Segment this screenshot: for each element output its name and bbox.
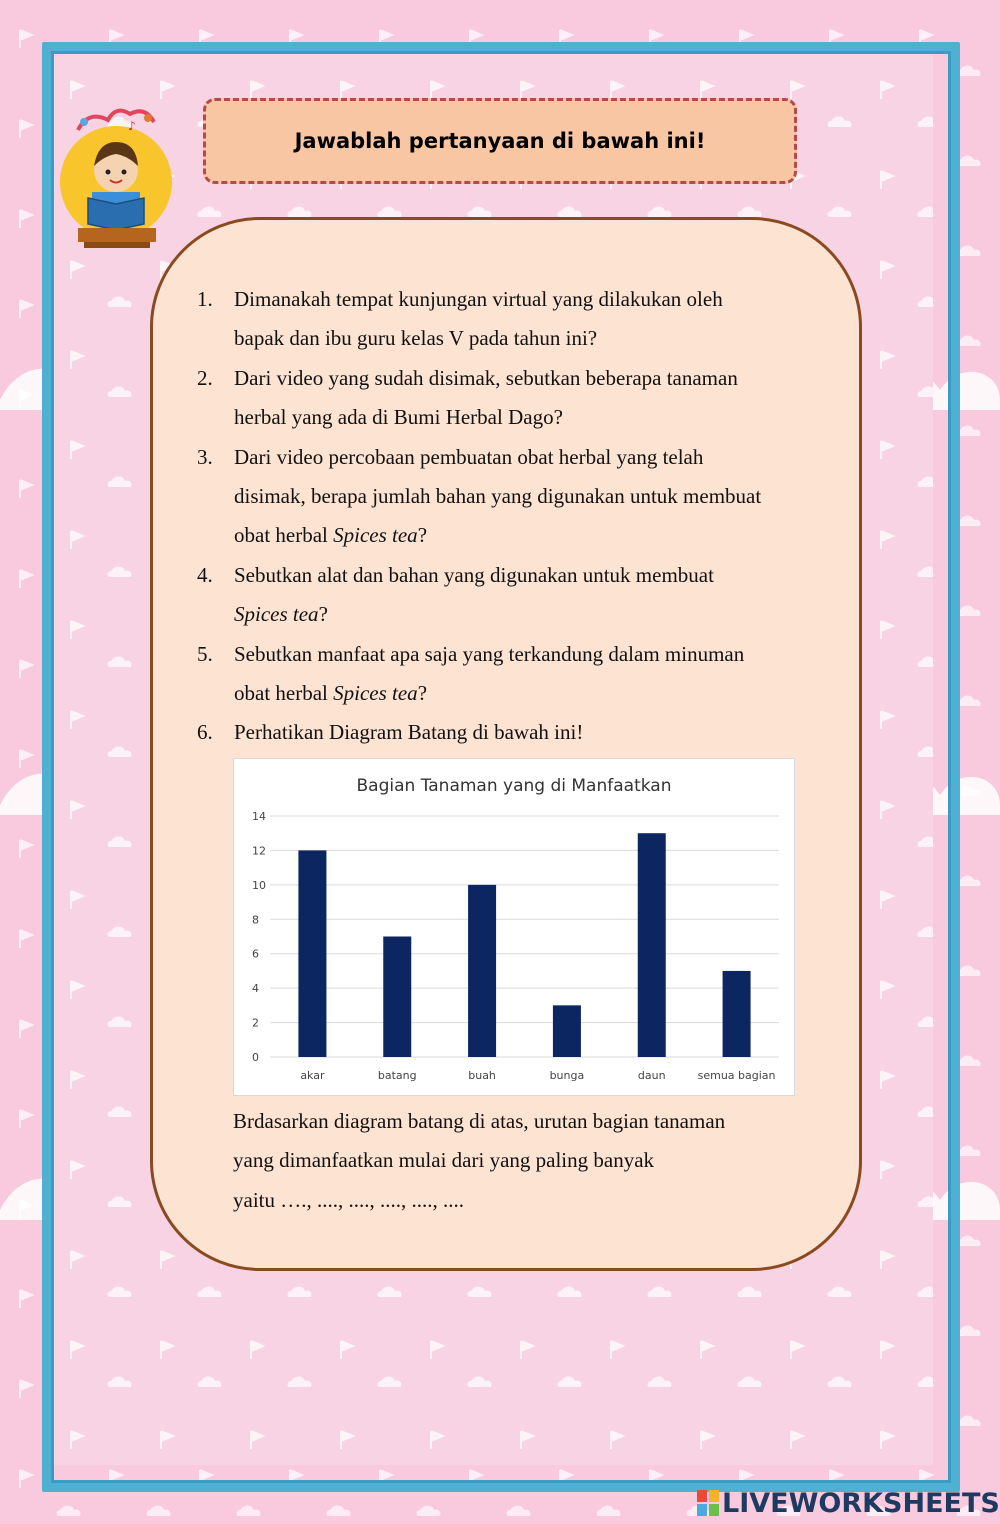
- question-1: [197, 280, 827, 359]
- question-text: [234, 635, 827, 714]
- chart-ytick-label: 2: [252, 1016, 259, 1030]
- chart-ytick-label: 10: [252, 878, 266, 892]
- svg-text:♪: ♪: [128, 119, 136, 133]
- question-text: [234, 280, 827, 359]
- question-line: obat herbal: [234, 681, 334, 706]
- chart-bar-buah: [468, 885, 496, 1057]
- question-line: Dari video percobaan pembuatan obat herbal yang telah: [234, 444, 704, 469]
- liveworksheets-logo-icon: [697, 1490, 719, 1516]
- question-punct: ?: [417, 523, 428, 548]
- question-emphasis: Spices tea: [234, 602, 319, 627]
- chart-ytick-label: 14: [252, 810, 266, 823]
- question-text: [234, 359, 827, 438]
- question-line: Sebutkan alat dan bahan yang digunakan untuk membuat: [234, 562, 714, 587]
- chart-ytick-label: 12: [252, 844, 266, 858]
- question-2: [197, 359, 827, 438]
- chart-ytick-label: 8: [252, 913, 259, 927]
- question-line: Dimanakah tempat kunjungan virtual yang dilakukan oleh: [234, 287, 723, 311]
- brand-text: LIVEWORKSHEETS: [722, 1487, 1000, 1519]
- chart-xtick-label: daun: [637, 1069, 666, 1082]
- question-4: [197, 556, 827, 635]
- question-emphasis: Spices tea: [333, 681, 418, 706]
- instruction-title: [203, 98, 797, 184]
- chart-bar-batang: [383, 937, 411, 1058]
- question-number: 2.: [197, 365, 213, 390]
- question-line: bapak dan ibu guru kelas V pada tahun ini?: [234, 326, 598, 351]
- question-punct: ?: [417, 681, 428, 706]
- chart-followup-text: [233, 1102, 833, 1220]
- question-number: 4.: [197, 562, 213, 587]
- question-line: obat herbal: [234, 523, 334, 548]
- chart-ytick-label: 0: [252, 1051, 259, 1064]
- question-text: [234, 438, 827, 556]
- question-number: 5.: [197, 641, 213, 666]
- question-line: disimak, berapa jumlah bahan yang digunakan untuk membuat: [234, 484, 762, 509]
- question-5: [197, 635, 827, 714]
- answer-blank-line: yaitu …., ...., ...., ...., ...., ....: [233, 1187, 464, 1212]
- question-line: herbal yang ada di Bumi Herbal Dago?: [234, 405, 563, 430]
- question-text: [234, 713, 827, 752]
- chart-xtick-label: semua bagian: [697, 1069, 776, 1082]
- question-text: [234, 556, 827, 635]
- chart-xtick-label: bunga: [549, 1069, 585, 1082]
- question-6: [197, 713, 827, 752]
- question-number: 3.: [197, 444, 213, 469]
- chart-xtick-label: akar: [300, 1069, 325, 1082]
- reading-boy-icon: [58, 100, 176, 250]
- followup-line: Brdasarkan diagram batang di atas, urutan bagian tanaman: [233, 1109, 726, 1133]
- question-emphasis: Spices tea: [333, 523, 418, 548]
- bar-chart: [233, 758, 795, 1096]
- chart-bar-semua-bagian: [723, 971, 751, 1057]
- question-line: Perhatikan Diagram Batang di bawah ini!: [234, 720, 584, 745]
- question-list: [197, 280, 827, 753]
- chart-ytick-label: 4: [252, 982, 259, 996]
- question-line: Sebutkan manfaat apa saja yang terkandung dalam minuman: [234, 641, 745, 666]
- liveworksheets-brand[interactable]: [697, 1486, 1000, 1520]
- chart-bar-daun: [638, 833, 666, 1057]
- chart-ytick-label: 6: [252, 947, 259, 961]
- question-line: Dari video yang sudah disimak, sebutkan beberapa tanaman: [234, 365, 738, 390]
- chart-xtick-label: buah: [468, 1069, 496, 1082]
- chart-xtick-label: batang: [377, 1069, 417, 1082]
- chart-bar-bunga: [553, 1005, 581, 1057]
- question-number: 1.: [197, 287, 213, 311]
- followup-line: yang dimanfaatkan mulai dari yang paling banyak: [233, 1148, 655, 1173]
- instruction-title-text: Jawablah pertanyaan di bawah ini!: [294, 129, 706, 153]
- chart-title: Bagian Tanaman yang di Manfaatkan: [356, 776, 672, 796]
- bar-chart-svg: [234, 759, 794, 1095]
- question-number: 6.: [197, 720, 213, 745]
- question-punct: ?: [318, 602, 328, 627]
- question-3: [197, 438, 827, 556]
- chart-bar-akar: [298, 850, 326, 1057]
